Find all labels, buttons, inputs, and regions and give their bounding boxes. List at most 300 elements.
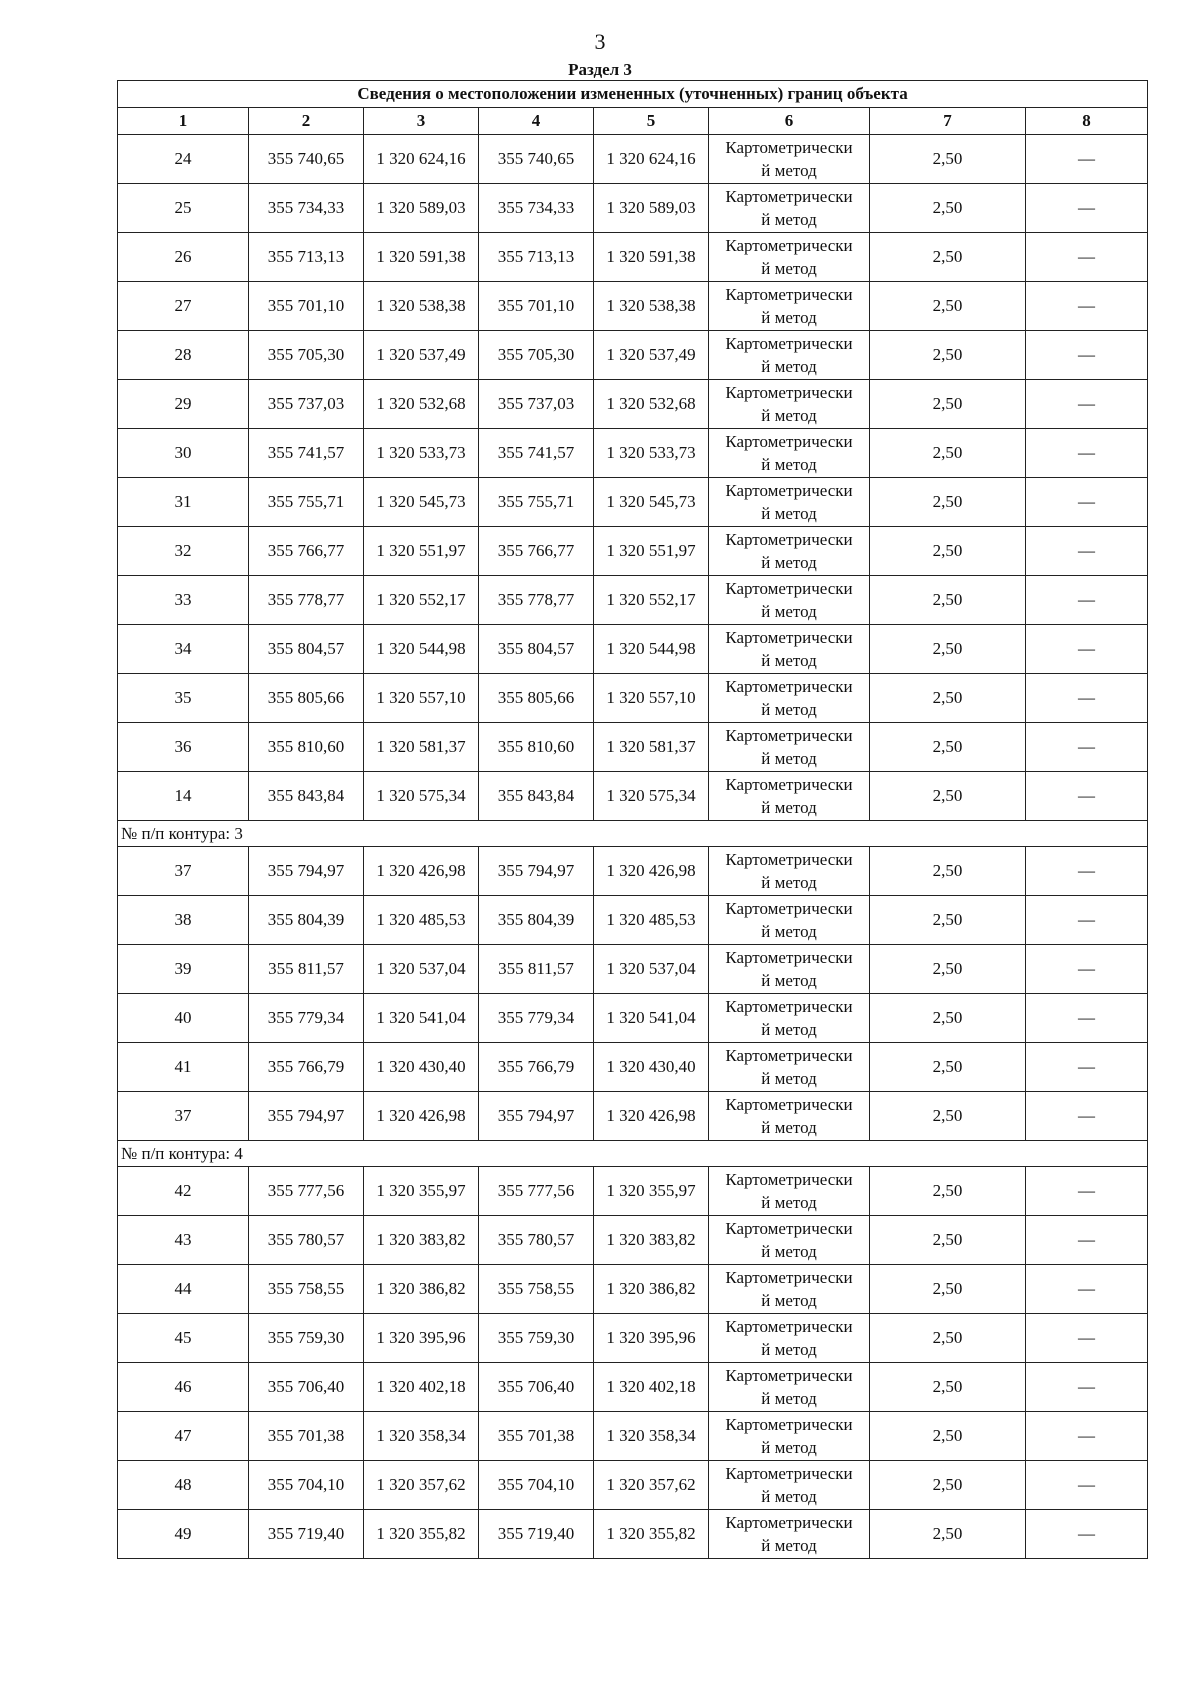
- x-old-cell: 355 779,34: [249, 994, 364, 1043]
- description-cell: —: [1026, 429, 1148, 478]
- method-line-1: Картометрически: [725, 997, 853, 1016]
- point-number-cell: 37: [118, 847, 249, 896]
- method-line-2: й метод: [761, 504, 817, 523]
- x-new-cell: 355 704,10: [479, 1461, 594, 1510]
- y-old-cell: 1 320 541,04: [364, 994, 479, 1043]
- method-line-1: Картометрически: [725, 1095, 853, 1114]
- point-number-cell: 14: [118, 772, 249, 821]
- y-new-cell: 1 320 581,37: [594, 723, 709, 772]
- accuracy-cell: 2,50: [870, 1043, 1026, 1092]
- point-number-cell: 49: [118, 1510, 249, 1559]
- y-old-cell: 1 320 402,18: [364, 1363, 479, 1412]
- x-old-cell: 355 810,60: [249, 723, 364, 772]
- description-cell: —: [1026, 184, 1148, 233]
- x-old-cell: 355 794,97: [249, 847, 364, 896]
- x-old-cell: 355 766,77: [249, 527, 364, 576]
- method-line-1: Картометрически: [725, 1366, 853, 1385]
- y-new-cell: 1 320 426,98: [594, 847, 709, 896]
- method-line-2: й метод: [761, 1389, 817, 1408]
- x-new-cell: 355 777,56: [479, 1167, 594, 1216]
- accuracy-cell: 2,50: [870, 1510, 1026, 1559]
- accuracy-cell: 2,50: [870, 772, 1026, 821]
- y-new-cell: 1 320 537,04: [594, 945, 709, 994]
- method-cell: [709, 478, 870, 527]
- table-row: [118, 135, 1148, 184]
- x-new-cell: 355 755,71: [479, 478, 594, 527]
- contour-label: № п/п контура: 3: [118, 821, 1148, 847]
- x-new-cell: 355 778,77: [479, 576, 594, 625]
- table-row: [118, 994, 1148, 1043]
- y-new-cell: 1 320 430,40: [594, 1043, 709, 1092]
- method-line-1: Картометрически: [725, 1219, 853, 1238]
- y-new-cell: 1 320 533,73: [594, 429, 709, 478]
- x-old-cell: 355 804,39: [249, 896, 364, 945]
- point-number-cell: 37: [118, 1092, 249, 1141]
- x-new-cell: 355 804,57: [479, 625, 594, 674]
- point-number-cell: 31: [118, 478, 249, 527]
- x-old-cell: 355 843,84: [249, 772, 364, 821]
- method-line-2: й метод: [761, 161, 817, 180]
- method-line-2: й метод: [761, 1487, 817, 1506]
- contour-header-row: [118, 1141, 1148, 1167]
- y-old-cell: 1 320 581,37: [364, 723, 479, 772]
- column-number-4: 4: [479, 108, 594, 135]
- method-line-2: й метод: [761, 1536, 817, 1555]
- description-cell: —: [1026, 896, 1148, 945]
- table-row: [118, 527, 1148, 576]
- point-number-cell: 34: [118, 625, 249, 674]
- y-old-cell: 1 320 551,97: [364, 527, 479, 576]
- x-new-cell: 355 701,38: [479, 1412, 594, 1461]
- point-number-cell: 35: [118, 674, 249, 723]
- x-old-cell: 355 706,40: [249, 1363, 364, 1412]
- x-new-cell: 355 713,13: [479, 233, 594, 282]
- x-old-cell: 355 713,13: [249, 233, 364, 282]
- description-cell: —: [1026, 625, 1148, 674]
- accuracy-cell: 2,50: [870, 1092, 1026, 1141]
- table-row: [118, 945, 1148, 994]
- accuracy-cell: 2,50: [870, 1461, 1026, 1510]
- method-line-2: й метод: [761, 602, 817, 621]
- point-number-cell: 38: [118, 896, 249, 945]
- table-row: [118, 1314, 1148, 1363]
- table-row: [118, 1412, 1148, 1461]
- method-cell: [709, 1043, 870, 1092]
- table-row: [118, 1167, 1148, 1216]
- description-cell: —: [1026, 135, 1148, 184]
- x-old-cell: 355 805,66: [249, 674, 364, 723]
- y-old-cell: 1 320 575,34: [364, 772, 479, 821]
- table-row: [118, 896, 1148, 945]
- method-line-1: Картометрически: [725, 481, 853, 500]
- method-cell: [709, 1314, 870, 1363]
- method-line-1: Картометрически: [725, 432, 853, 451]
- accuracy-cell: 2,50: [870, 380, 1026, 429]
- accuracy-cell: 2,50: [870, 282, 1026, 331]
- method-cell: [709, 847, 870, 896]
- description-cell: —: [1026, 1265, 1148, 1314]
- method-line-1: Картометрически: [725, 1464, 853, 1483]
- description-cell: —: [1026, 1412, 1148, 1461]
- y-new-cell: 1 320 358,34: [594, 1412, 709, 1461]
- table-row: [118, 576, 1148, 625]
- x-new-cell: 355 779,34: [479, 994, 594, 1043]
- method-line-1: Картометрически: [725, 1415, 853, 1434]
- description-cell: —: [1026, 723, 1148, 772]
- y-new-cell: 1 320 557,10: [594, 674, 709, 723]
- table-row: [118, 1216, 1148, 1265]
- method-line-2: й метод: [761, 1069, 817, 1088]
- y-new-cell: 1 320 552,17: [594, 576, 709, 625]
- y-old-cell: 1 320 357,62: [364, 1461, 479, 1510]
- description-cell: —: [1026, 527, 1148, 576]
- accuracy-cell: 2,50: [870, 429, 1026, 478]
- point-number-cell: 26: [118, 233, 249, 282]
- point-number-cell: 45: [118, 1314, 249, 1363]
- table-row: [118, 184, 1148, 233]
- accuracy-cell: 2,50: [870, 233, 1026, 282]
- description-cell: —: [1026, 1092, 1148, 1141]
- accuracy-cell: 2,50: [870, 674, 1026, 723]
- method-line-2: й метод: [761, 1291, 817, 1310]
- point-number-cell: 43: [118, 1216, 249, 1265]
- column-numbers-row: [118, 108, 1148, 135]
- column-number-3: 3: [364, 108, 479, 135]
- point-number-cell: 25: [118, 184, 249, 233]
- method-line-2: й метод: [761, 873, 817, 892]
- y-new-cell: 1 320 355,97: [594, 1167, 709, 1216]
- accuracy-cell: 2,50: [870, 1167, 1026, 1216]
- x-new-cell: 355 719,40: [479, 1510, 594, 1559]
- point-number-cell: 48: [118, 1461, 249, 1510]
- method-line-1: Картометрически: [725, 1170, 853, 1189]
- method-cell: [709, 527, 870, 576]
- table-row: [118, 674, 1148, 723]
- method-line-1: Картометрически: [725, 948, 853, 967]
- description-cell: —: [1026, 282, 1148, 331]
- table-row: [118, 1043, 1148, 1092]
- method-line-1: Картометрически: [725, 850, 853, 869]
- method-cell: [709, 1265, 870, 1314]
- point-number-cell: 39: [118, 945, 249, 994]
- method-cell: [709, 233, 870, 282]
- x-old-cell: 355 741,57: [249, 429, 364, 478]
- method-line-2: й метод: [761, 749, 817, 768]
- y-new-cell: 1 320 355,82: [594, 1510, 709, 1559]
- y-old-cell: 1 320 537,04: [364, 945, 479, 994]
- accuracy-cell: 2,50: [870, 527, 1026, 576]
- accuracy-cell: 2,50: [870, 1265, 1026, 1314]
- y-new-cell: 1 320 532,68: [594, 380, 709, 429]
- y-new-cell: 1 320 537,49: [594, 331, 709, 380]
- point-number-cell: 44: [118, 1265, 249, 1314]
- accuracy-cell: 2,50: [870, 625, 1026, 674]
- method-line-1: Картометрически: [725, 677, 853, 696]
- method-line-1: Картометрически: [725, 1317, 853, 1336]
- description-cell: —: [1026, 1216, 1148, 1265]
- method-line-1: Картометрически: [725, 1046, 853, 1065]
- accuracy-cell: 2,50: [870, 896, 1026, 945]
- x-old-cell: 355 734,33: [249, 184, 364, 233]
- x-new-cell: 355 780,57: [479, 1216, 594, 1265]
- table-row: [118, 625, 1148, 674]
- y-old-cell: 1 320 624,16: [364, 135, 479, 184]
- description-cell: —: [1026, 847, 1148, 896]
- point-number-cell: 46: [118, 1363, 249, 1412]
- accuracy-cell: 2,50: [870, 184, 1026, 233]
- y-old-cell: 1 320 485,53: [364, 896, 479, 945]
- x-old-cell: 355 740,65: [249, 135, 364, 184]
- y-old-cell: 1 320 426,98: [364, 847, 479, 896]
- method-line-2: й метод: [761, 1193, 817, 1212]
- method-cell: [709, 674, 870, 723]
- x-old-cell: 355 737,03: [249, 380, 364, 429]
- y-new-cell: 1 320 383,82: [594, 1216, 709, 1265]
- y-old-cell: 1 320 557,10: [364, 674, 479, 723]
- x-new-cell: 355 810,60: [479, 723, 594, 772]
- accuracy-cell: 2,50: [870, 576, 1026, 625]
- point-number-cell: 27: [118, 282, 249, 331]
- description-cell: —: [1026, 1043, 1148, 1092]
- method-line-1: Картометрически: [725, 334, 853, 353]
- y-new-cell: 1 320 402,18: [594, 1363, 709, 1412]
- x-new-cell: 355 759,30: [479, 1314, 594, 1363]
- accuracy-cell: 2,50: [870, 478, 1026, 527]
- table-caption: Сведения о местоположении измененных (уточненных) границ объекта: [118, 81, 1148, 108]
- method-line-2: й метод: [761, 1340, 817, 1359]
- method-cell: [709, 331, 870, 380]
- page-number: 3: [594, 29, 606, 54]
- accuracy-cell: 2,50: [870, 723, 1026, 772]
- description-cell: —: [1026, 994, 1148, 1043]
- y-new-cell: 1 320 538,38: [594, 282, 709, 331]
- contour-label: № п/п контура: 4: [118, 1141, 1148, 1167]
- y-old-cell: 1 320 386,82: [364, 1265, 479, 1314]
- method-cell: [709, 576, 870, 625]
- x-new-cell: 355 741,57: [479, 429, 594, 478]
- column-number-1: 1: [118, 108, 249, 135]
- accuracy-cell: 2,50: [870, 1363, 1026, 1412]
- method-cell: [709, 282, 870, 331]
- y-old-cell: 1 320 426,98: [364, 1092, 479, 1141]
- method-cell: [709, 1216, 870, 1265]
- y-new-cell: 1 320 357,62: [594, 1461, 709, 1510]
- description-cell: —: [1026, 945, 1148, 994]
- method-cell: [709, 994, 870, 1043]
- y-new-cell: 1 320 589,03: [594, 184, 709, 233]
- x-new-cell: 355 794,97: [479, 847, 594, 896]
- y-old-cell: 1 320 430,40: [364, 1043, 479, 1092]
- method-line-2: й метод: [761, 798, 817, 817]
- method-line-2: й метод: [761, 210, 817, 229]
- y-old-cell: 1 320 538,38: [364, 282, 479, 331]
- table-row: [118, 380, 1148, 429]
- y-old-cell: 1 320 395,96: [364, 1314, 479, 1363]
- method-cell: [709, 896, 870, 945]
- x-new-cell: 355 737,03: [479, 380, 594, 429]
- method-line-1: Картометрически: [725, 628, 853, 647]
- x-new-cell: 355 804,39: [479, 896, 594, 945]
- table-row: [118, 1092, 1148, 1141]
- column-number-7: 7: [870, 108, 1026, 135]
- table-row: [118, 429, 1148, 478]
- method-line-2: й метод: [761, 259, 817, 278]
- x-old-cell: 355 794,97: [249, 1092, 364, 1141]
- x-old-cell: 355 766,79: [249, 1043, 364, 1092]
- y-new-cell: 1 320 541,04: [594, 994, 709, 1043]
- y-old-cell: 1 320 589,03: [364, 184, 479, 233]
- point-number-cell: 28: [118, 331, 249, 380]
- point-number-cell: 41: [118, 1043, 249, 1092]
- contour-header-row: [118, 821, 1148, 847]
- method-cell: [709, 135, 870, 184]
- method-line-1: Картометрически: [725, 775, 853, 794]
- method-line-1: Картометрически: [725, 530, 853, 549]
- method-cell: [709, 625, 870, 674]
- point-number-cell: 40: [118, 994, 249, 1043]
- method-cell: [709, 184, 870, 233]
- method-cell: [709, 1167, 870, 1216]
- description-cell: —: [1026, 674, 1148, 723]
- method-line-1: Картометрически: [725, 899, 853, 918]
- accuracy-cell: 2,50: [870, 1412, 1026, 1461]
- x-old-cell: 355 701,10: [249, 282, 364, 331]
- x-old-cell: 355 811,57: [249, 945, 364, 994]
- y-old-cell: 1 320 532,68: [364, 380, 479, 429]
- table-row: [118, 478, 1148, 527]
- table-row: [118, 1265, 1148, 1314]
- section-title: Раздел 3: [568, 60, 632, 79]
- accuracy-cell: 2,50: [870, 135, 1026, 184]
- description-cell: —: [1026, 331, 1148, 380]
- table-row: [118, 233, 1148, 282]
- x-new-cell: 355 766,79: [479, 1043, 594, 1092]
- method-line-2: й метод: [761, 1020, 817, 1039]
- column-number-8: 8: [1026, 108, 1148, 135]
- method-line-1: Картометрически: [725, 187, 853, 206]
- description-cell: —: [1026, 1363, 1148, 1412]
- method-cell: [709, 1412, 870, 1461]
- y-old-cell: 1 320 537,49: [364, 331, 479, 380]
- y-new-cell: 1 320 545,73: [594, 478, 709, 527]
- method-line-2: й метод: [761, 1242, 817, 1261]
- point-number-cell: 30: [118, 429, 249, 478]
- method-cell: [709, 945, 870, 994]
- description-cell: —: [1026, 1167, 1148, 1216]
- point-number-cell: 29: [118, 380, 249, 429]
- y-old-cell: 1 320 533,73: [364, 429, 479, 478]
- method-cell: [709, 1363, 870, 1412]
- x-new-cell: 355 805,66: [479, 674, 594, 723]
- method-cell: [709, 429, 870, 478]
- table-row: [118, 1363, 1148, 1412]
- method-line-2: й метод: [761, 455, 817, 474]
- table-row: [118, 331, 1148, 380]
- y-old-cell: 1 320 552,17: [364, 576, 479, 625]
- table-row: [118, 1461, 1148, 1510]
- accuracy-cell: 2,50: [870, 945, 1026, 994]
- method-line-1: Картометрически: [725, 579, 853, 598]
- table-row: [118, 1510, 1148, 1559]
- point-number-cell: 42: [118, 1167, 249, 1216]
- y-old-cell: 1 320 545,73: [364, 478, 479, 527]
- y-new-cell: 1 320 426,98: [594, 1092, 709, 1141]
- method-cell: [709, 1092, 870, 1141]
- description-cell: —: [1026, 1510, 1148, 1559]
- point-number-cell: 33: [118, 576, 249, 625]
- method-cell: [709, 1461, 870, 1510]
- method-cell: [709, 723, 870, 772]
- accuracy-cell: 2,50: [870, 1314, 1026, 1363]
- method-line-1: Картометрически: [725, 138, 853, 157]
- x-old-cell: 355 777,56: [249, 1167, 364, 1216]
- y-new-cell: 1 320 624,16: [594, 135, 709, 184]
- y-new-cell: 1 320 551,97: [594, 527, 709, 576]
- x-old-cell: 355 804,57: [249, 625, 364, 674]
- description-cell: —: [1026, 576, 1148, 625]
- method-line-2: й метод: [761, 651, 817, 670]
- method-line-2: й метод: [761, 357, 817, 376]
- x-new-cell: 355 701,10: [479, 282, 594, 331]
- x-new-cell: 355 758,55: [479, 1265, 594, 1314]
- column-number-6: 6: [709, 108, 870, 135]
- y-new-cell: 1 320 386,82: [594, 1265, 709, 1314]
- table-row: [118, 772, 1148, 821]
- method-line-1: Картометрически: [725, 236, 853, 255]
- x-new-cell: 355 794,97: [479, 1092, 594, 1141]
- description-cell: —: [1026, 1461, 1148, 1510]
- method-line-2: й метод: [761, 308, 817, 327]
- method-line-1: Картометрически: [725, 726, 853, 745]
- table-caption-row: [118, 81, 1148, 108]
- accuracy-cell: 2,50: [870, 847, 1026, 896]
- y-old-cell: 1 320 383,82: [364, 1216, 479, 1265]
- y-new-cell: 1 320 395,96: [594, 1314, 709, 1363]
- x-new-cell: 355 766,77: [479, 527, 594, 576]
- y-new-cell: 1 320 591,38: [594, 233, 709, 282]
- accuracy-cell: 2,50: [870, 994, 1026, 1043]
- x-old-cell: 355 705,30: [249, 331, 364, 380]
- point-number-cell: 36: [118, 723, 249, 772]
- x-old-cell: 355 755,71: [249, 478, 364, 527]
- x-old-cell: 355 704,10: [249, 1461, 364, 1510]
- x-old-cell: 355 778,77: [249, 576, 364, 625]
- table-body: [118, 81, 1148, 1559]
- method-line-2: й метод: [761, 700, 817, 719]
- column-number-5: 5: [594, 108, 709, 135]
- x-new-cell: 355 811,57: [479, 945, 594, 994]
- y-new-cell: 1 320 575,34: [594, 772, 709, 821]
- method-line-2: й метод: [761, 1118, 817, 1137]
- accuracy-cell: 2,50: [870, 1216, 1026, 1265]
- method-line-2: й метод: [761, 971, 817, 990]
- x-new-cell: 355 843,84: [479, 772, 594, 821]
- x-old-cell: 355 719,40: [249, 1510, 364, 1559]
- table-row: [118, 723, 1148, 772]
- y-old-cell: 1 320 358,34: [364, 1412, 479, 1461]
- description-cell: —: [1026, 772, 1148, 821]
- x-old-cell: 355 758,55: [249, 1265, 364, 1314]
- x-old-cell: 355 780,57: [249, 1216, 364, 1265]
- y-old-cell: 1 320 544,98: [364, 625, 479, 674]
- description-cell: —: [1026, 1314, 1148, 1363]
- point-number-cell: 32: [118, 527, 249, 576]
- y-new-cell: 1 320 485,53: [594, 896, 709, 945]
- method-line-2: й метод: [761, 406, 817, 425]
- x-new-cell: 355 705,30: [479, 331, 594, 380]
- method-line-2: й метод: [761, 553, 817, 572]
- y-old-cell: 1 320 591,38: [364, 233, 479, 282]
